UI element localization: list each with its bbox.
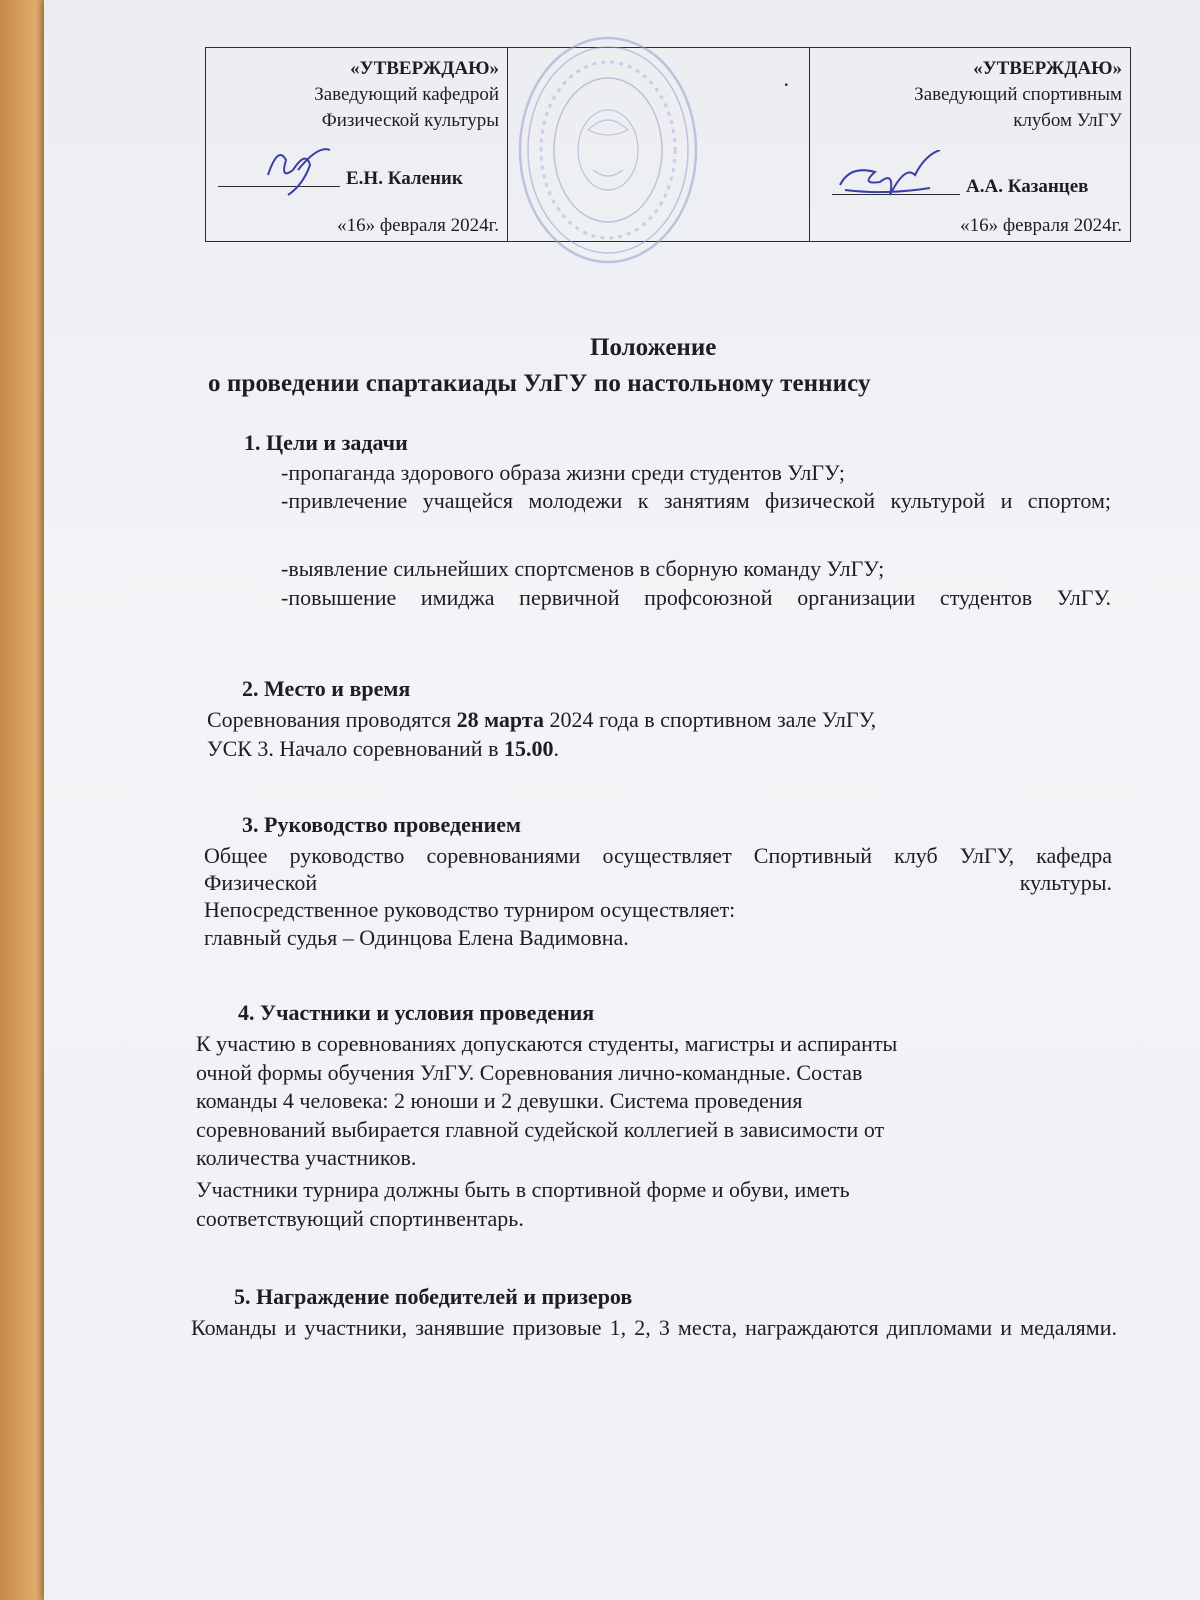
approver-position-line1: Заведующий кафедрой [314,84,499,105]
goal-item: -привлечение учащейся молодежи к занятиям физической культурой и спортом; [281,488,1111,513]
section-heading-place-time: 2. Место и время [242,676,411,701]
place-text: Соревнования проводятся [207,707,457,732]
participants-line: Участники турнира должны быть в спортивной форме и обуви, иметь [196,1177,850,1202]
participants-line: К участию в соревнованиях допускаются студенты, магистры и аспиранты [196,1031,898,1056]
approval-date: «16» февраля 2024г. [960,215,1122,236]
document-title: Положение [590,334,717,361]
goal-item: -повышение имиджа первичной профсоюзной организации студентов УлГУ. [281,585,1111,610]
place-time-line1 [207,706,1107,733]
approval-right-cell [810,48,1130,241]
approval-left-cell [206,48,508,241]
place-time-line2 [207,735,1107,762]
event-date: 28 марта [456,707,544,732]
approver-position-line2: клубом УлГУ [1013,110,1122,131]
management-paragraph: Общее руководство соревнованиями осуществляет Спортивный клуб УлГУ, кафедра Физической культуры. [204,843,1112,895]
start-time: 15.00 [503,736,554,761]
section-heading-awards: 5. Награждение победителей и призеров [234,1284,633,1309]
awards-paragraph: Команды и участники, занявшие призовые 1, 2, 3 места, награждаются дипломами и медалями. [191,1315,1117,1340]
seal-dot: . [783,66,789,91]
approval-date: «16» февраля 2024г. [337,215,499,236]
goal-item: -выявление сильнейших спортсменов в сборную команду УлГУ; [281,556,885,581]
management-paragraph: Непосредственное руководство турниром осуществляет: [204,897,736,922]
signature-kazantsev [835,150,945,210]
approval-heading: «УТВЕРЖДАЮ» [973,58,1122,79]
signature-kalenik [258,140,338,200]
approval-heading: «УТВЕРЖДАЮ» [350,58,499,79]
goal-item: -пропаганда здорового образа жизни среди студентов УлГУ; [281,460,845,485]
approver-position-line2: Физической культуры [321,110,499,131]
participants-line: очной формы обучения УлГУ. Соревнования лично-командные. Состав [196,1060,863,1085]
period: . [553,736,559,761]
participants-line: соревнований выбирается главной судейской коллегией в зависимости от [196,1117,885,1142]
participants-line: команды 4 человека: 2 юноши и 2 девушки. Система проведения [196,1088,803,1113]
section-heading-management: 3. Руководство проведением [242,812,522,837]
place-text: 2024 года в спортивном зале УлГУ, [543,707,877,732]
participants-line: количества участников. [196,1145,417,1170]
approver-position-line1: Заведующий спортивным [914,84,1122,105]
section-heading-goals: 1. Цели и задачи [244,430,408,455]
chief-judge: главный судья – Одинцова Елена Вадимовна. [204,925,629,950]
official-seal-stamp [513,30,703,270]
start-text: УСК 3. Начало соревнований в [207,736,504,761]
participants-line: соответствующий спортинвентарь. [196,1206,524,1231]
section-heading-participants: 4. Участники и условия проведения [238,1000,595,1025]
document-subtitle: о проведении спартакиады УлГУ по настольному теннису [208,370,871,397]
approver-name: А.А. Казанцев [966,176,1089,197]
approver-name: Е.Н. Каленик [346,168,463,189]
